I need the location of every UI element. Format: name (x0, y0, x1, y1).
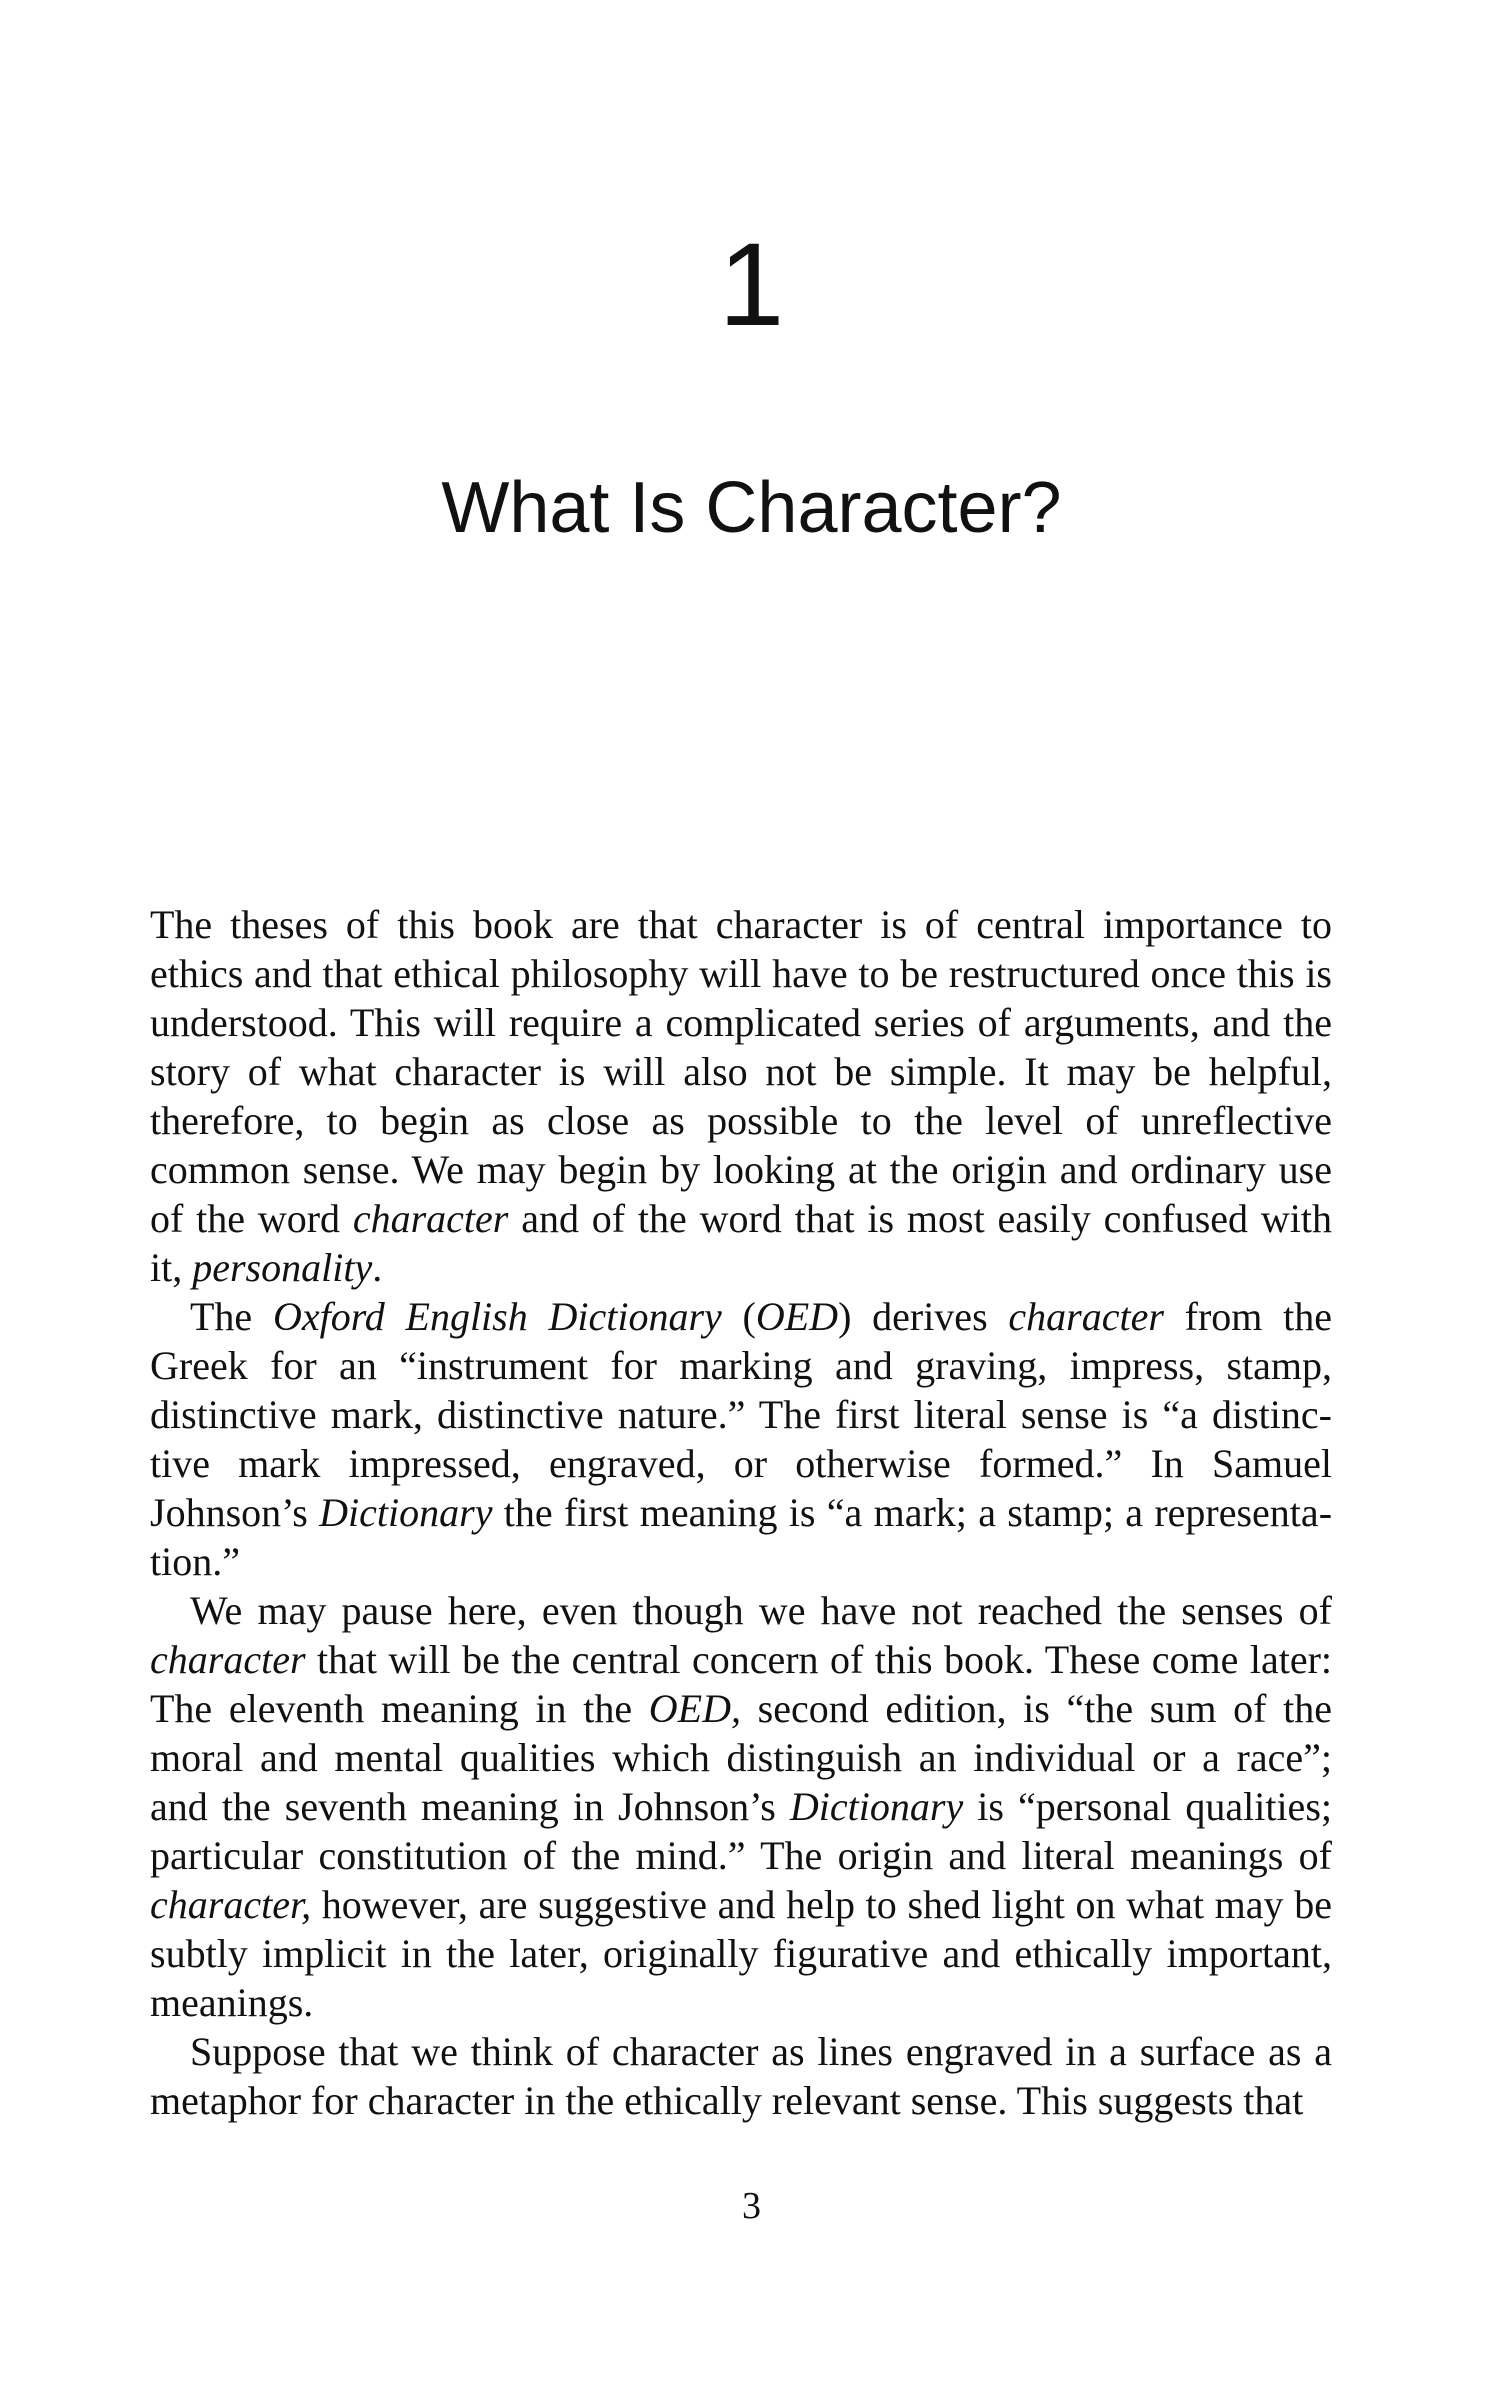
text-span: is “personal qualities; particular constitution of the mind.” The origin and literal meanings of (150, 1784, 1332, 1878)
text-span: Suppose that we think of character as lines engraved in a surface as a metaphor for character in the ethically relevant sense. This suggests that (150, 2029, 1332, 2123)
text-span: We may pause here, even though we have not reached the senses of (190, 1588, 1332, 1633)
text-span: The theses of this book are that character is of central importance to ethics and that ethical philosophy will have to be restructured once this is understood. This will require a complicated series of arguments, and the story of what character is will also not be simple. It may be helpful, therefore, to begin as close as possible to the level of unreflective common sense. We may begin by looking at the origin and ordinary use of the word (150, 902, 1332, 1241)
paragraph (150, 2027, 1332, 2125)
text-span: from the Greek for an “instrument for marking and graving, impress, stamp, distinctive mark, distinctive nature.” The first literal sense is “a distinctive mark impressed, engraved, or otherwise formed.” In Samuel Johnson’s (150, 1294, 1332, 1535)
text-span: and of the word that is most easily confused with it, (150, 1196, 1332, 1290)
italic-term: character, (150, 1882, 312, 1927)
chapter-number: 1 (718, 219, 785, 351)
paragraph (150, 1586, 1332, 2027)
body-text (150, 900, 1332, 2125)
italic-term: Dictionary (789, 1784, 964, 1829)
italic-term: Oxford English Dictionary (272, 1294, 722, 1339)
chapter-title: What Is Character? (441, 468, 1062, 548)
text-span: ( (721, 1294, 756, 1339)
italic-term: Dictionary (319, 1490, 493, 1535)
paragraph (150, 900, 1332, 1292)
italic-term: character (352, 1196, 509, 1241)
text-span: ) derives (838, 1294, 1009, 1339)
text-span: that will be the central concern of this book. These come later: The eleventh meaning in the (150, 1637, 1332, 1731)
text-span: . (372, 1245, 383, 1290)
text-span: The (190, 1294, 273, 1339)
paragraph (150, 1292, 1332, 1586)
italic-term: personality (192, 1245, 373, 1290)
text-span: however, are suggestive and help to shed light on what may be subtly implicit in the later, originally figurative and ethically important, meanings. (150, 1882, 1332, 2025)
italic-term: OED, (648, 1686, 741, 1731)
italic-term: character (1008, 1294, 1164, 1339)
text-span: second edition, is “the sum of the moral and mental qualities which distinguish an individual or a race”; and the seventh meaning in Johnson’s (150, 1686, 1332, 1829)
text-span: the first meaning is “a mark; a stamp; a representation.” (150, 1490, 1333, 1584)
italic-term: character (150, 1637, 306, 1682)
page-number: 3 (742, 2185, 761, 2227)
italic-term: OED (755, 1294, 839, 1339)
